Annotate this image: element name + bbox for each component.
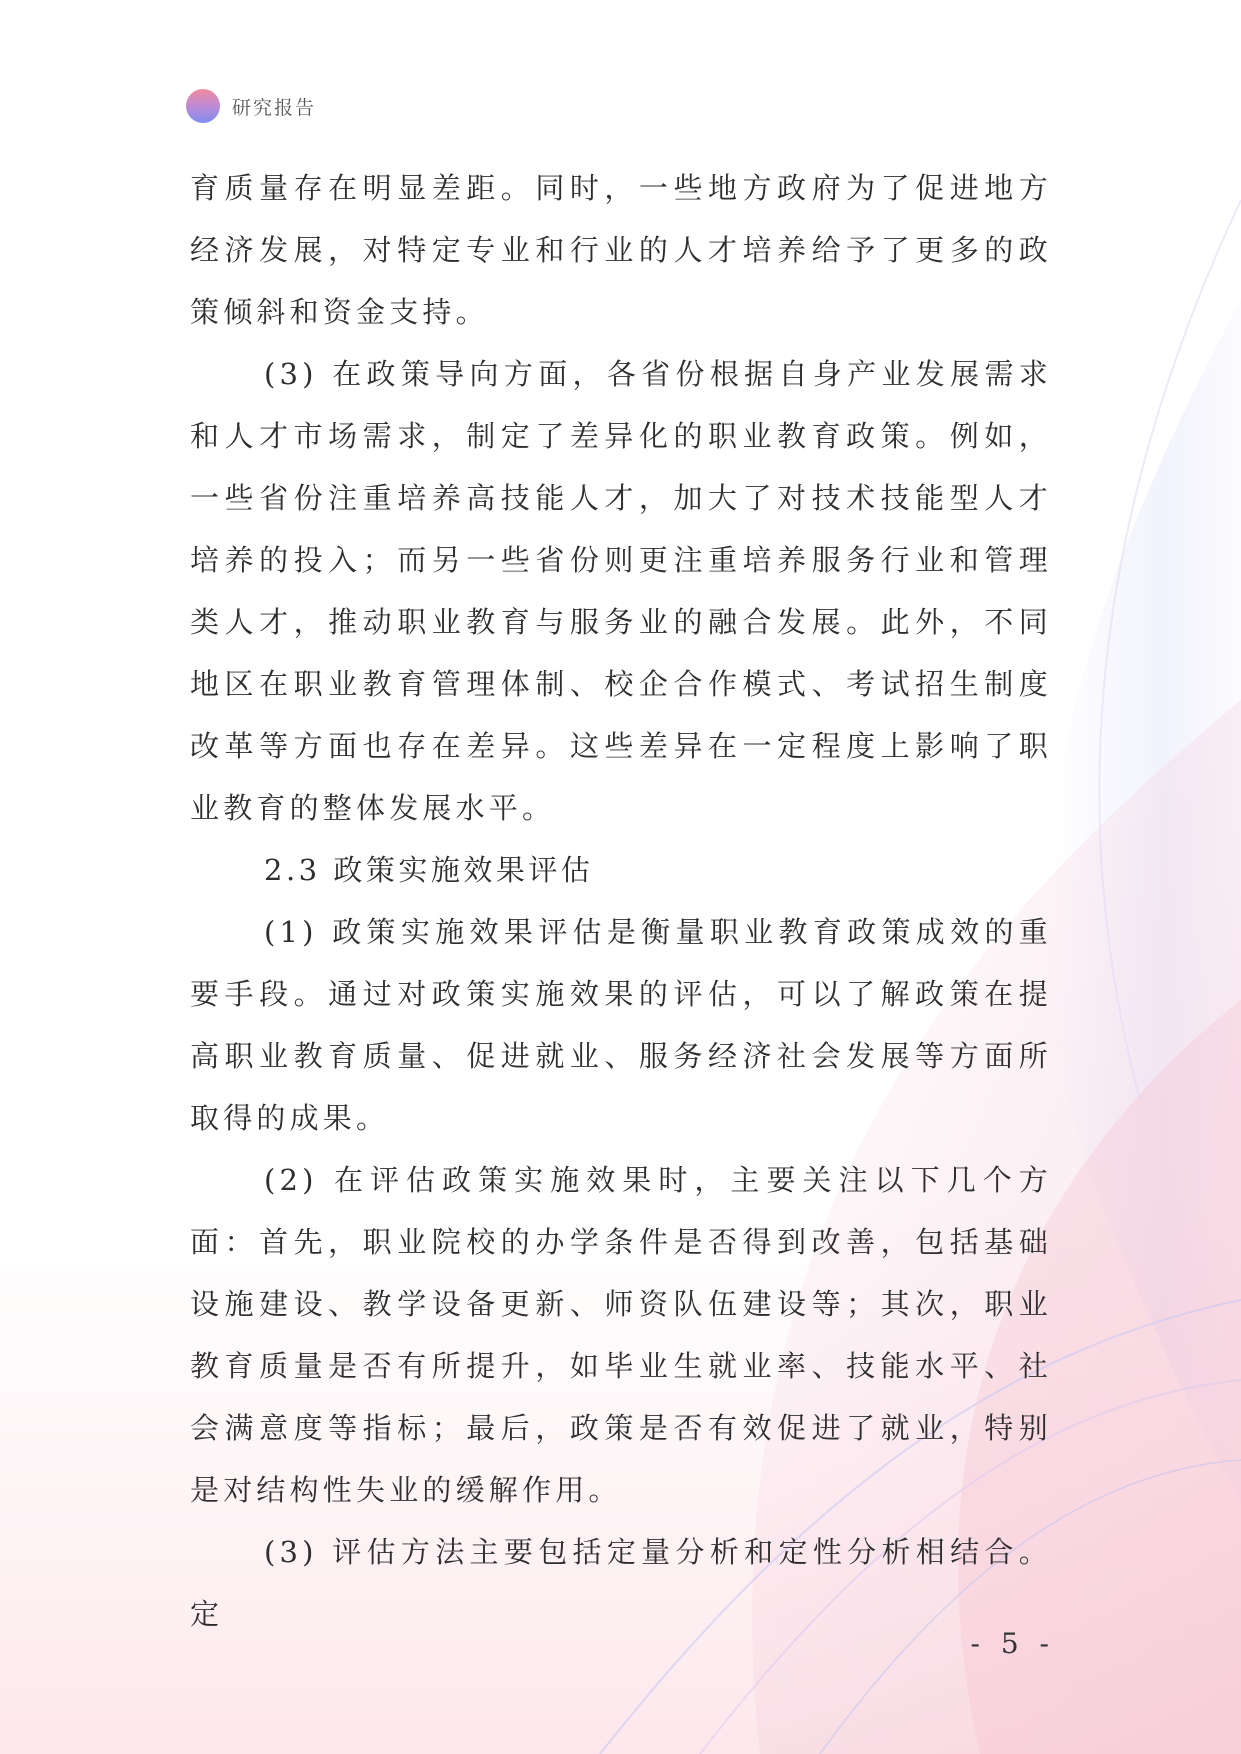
header-title: 研究报告	[232, 96, 317, 119]
paragraph-policy-orientation: (3) 在政策导向方面，各省份根据自身产业发展需求和人才市场需求，制定了差异化的职业教育政策。例如，一些省份注重培养高技能人才，加大了对技术技能型人才培养的投入；而另一些省份则更注重培养服务行业和管理类人才，推动职业教育与服务业的融合发展。此外，不同地区在职业教育管理体制、校企合作模式、考试招生制度改革等方面也存在差异。这些差异在一定程度上影响了职业教育的整体发展水平。	[190, 357, 1052, 825]
paragraph-evaluation-focus: (2) 在评估政策实施效果时，主要关注以下几个方面：首先，职业院校的办学条件是否得到改善，包括基础设施建设、教学设备更新、师资队伍建设等；其次，职业教育质量是否有所提升，如毕业生就业率、技能水平、社会满意度等指标；最后，政策是否有效促进了就业，特别是对结构性失业的缓解作用。	[190, 1163, 1052, 1507]
page-header	[186, 88, 316, 124]
document-body	[190, 157, 1052, 1645]
logo-circle-icon	[186, 89, 220, 123]
paragraph-evaluation-intro: (1) 政策实施效果评估是衡量职业教育政策成效的重要手段。通过对政策实施效果的评估，可以了解政策在提高职业教育质量、促进就业、服务经济社会发展等方面所取得的成果。	[190, 915, 1052, 1135]
paragraph-evaluation-methods: (3) 评估方法主要包括定量分析和定性分析相结合。定	[190, 1535, 1052, 1631]
page-number: - 5 -	[970, 1627, 1055, 1660]
section-heading: 2.3 政策实施效果评估	[264, 853, 594, 887]
paragraph-continued: 育质量存在明显差距。同时，一些地方政府为了促进地方经济发展，对特定专业和行业的人才培养给予了更多的政策倾斜和资金支持。	[190, 171, 1052, 329]
